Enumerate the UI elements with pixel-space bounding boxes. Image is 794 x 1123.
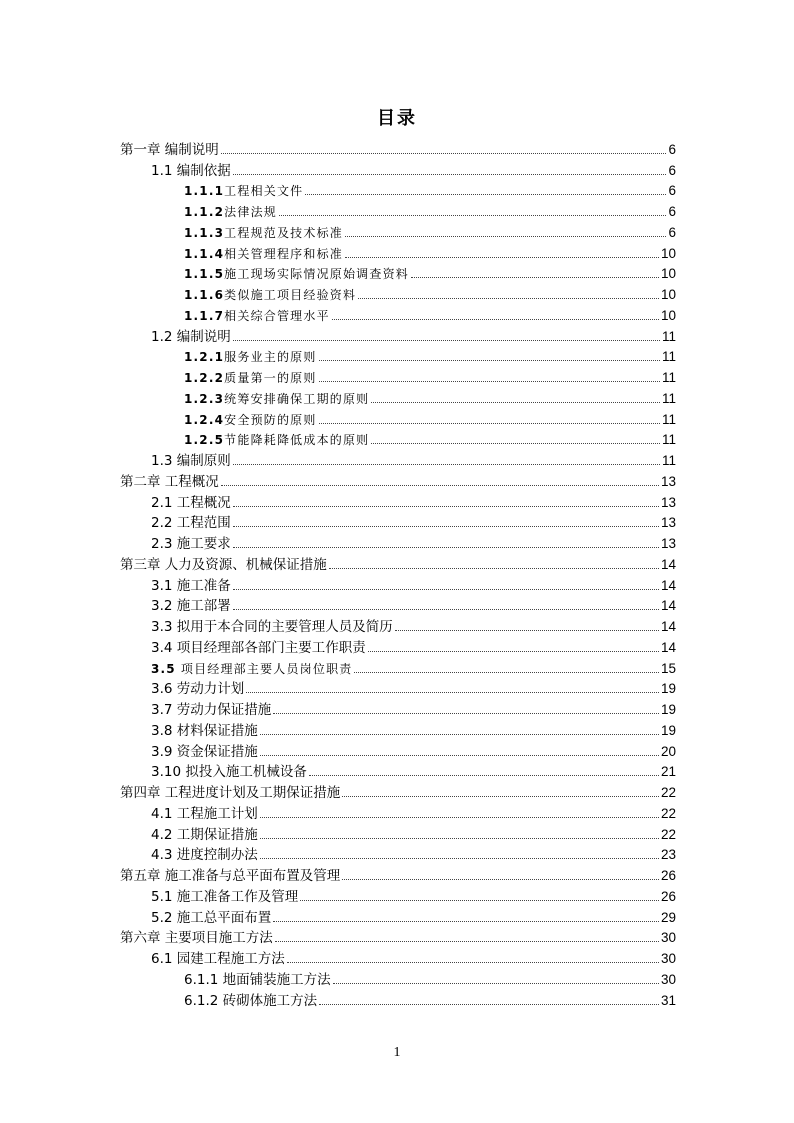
toc-entry-text: 安全预防的原则 (224, 412, 317, 427)
toc-entry-page: 6 (668, 204, 676, 219)
toc-entry-label (184, 992, 317, 1010)
toc-entry-text: 项目经理部主要人员岗位职责 (175, 661, 353, 676)
toc-entry[interactable] (120, 449, 676, 470)
table-of-contents (120, 138, 676, 1010)
toc-entry-text: 4.3 进度控制办法 (151, 847, 258, 864)
toc-entry[interactable] (120, 885, 676, 906)
toc-entry-text: 质量第一的原则 (224, 371, 317, 385)
toc-entry-label (151, 535, 231, 553)
toc-entry-number: 1.1.4 (184, 246, 225, 261)
toc-dot-leader (279, 215, 667, 216)
toc-dot-leader (319, 423, 660, 424)
toc-entry-label (151, 618, 393, 636)
toc-dot-leader (319, 360, 660, 361)
toc-dot-leader (246, 692, 659, 693)
toc-entry-page: 11 (661, 390, 676, 406)
toc-entry-page: 30 (660, 930, 676, 946)
toc-entry[interactable] (120, 864, 676, 885)
toc-entry-page: 14 (660, 598, 676, 614)
toc-entry[interactable] (120, 989, 676, 1010)
toc-dot-leader (233, 609, 659, 610)
toc-entry-text: 第二章 工程概况 (120, 473, 219, 490)
toc-entry-text: 3.7 劳动力保证措施 (151, 702, 272, 718)
toc-entry[interactable] (120, 387, 676, 408)
toc-dot-leader (260, 838, 659, 839)
toc-entry-text: 相关综合管理水平 (224, 308, 330, 323)
toc-entry-text: 服务业主的原则 (224, 350, 317, 365)
toc-entry[interactable] (120, 138, 676, 159)
toc-entry-label (151, 826, 258, 844)
toc-entry-text: 3.2 施工部署 (151, 598, 231, 615)
toc-entry[interactable] (120, 200, 676, 221)
toc-dot-leader (260, 755, 659, 756)
toc-entry-number: 1.1.1 (184, 184, 225, 199)
toc-entry-label (120, 784, 340, 802)
toc-entry-label (151, 846, 258, 864)
toc-entry[interactable] (120, 927, 676, 948)
toc-dot-leader (332, 319, 659, 320)
toc-entry[interactable] (120, 512, 676, 533)
toc-dot-leader (275, 941, 659, 942)
toc-entry[interactable] (120, 740, 676, 761)
toc-entry-number: 1.1.7 (184, 308, 225, 323)
toc-entry-text: 第一章 编制说明 (120, 141, 219, 158)
toc-entry-page: 14 (660, 639, 676, 655)
toc-entry[interactable] (120, 906, 676, 927)
toc-entry-label (120, 141, 219, 159)
toc-entry-label (184, 182, 303, 200)
toc-entry[interactable] (120, 221, 676, 242)
toc-dot-leader (233, 547, 659, 548)
toc-entry-page: 15 (660, 660, 676, 676)
toc-dot-leader (411, 277, 659, 278)
toc-entry-page: 20 (660, 743, 676, 759)
toc-entry-page: 14 (660, 556, 676, 572)
toc-entry-text: 第六章 主要项目施工方法 (120, 930, 273, 947)
toc-entry-label (151, 514, 231, 532)
toc-entry[interactable] (120, 325, 676, 346)
toc-entry-label (151, 701, 271, 719)
toc-dot-leader (342, 796, 659, 797)
toc-dot-leader (345, 236, 667, 237)
toc-entry-text: 类似施工项目经验资料 (224, 288, 357, 302)
toc-dot-leader (233, 506, 659, 507)
toc-entry-label (151, 577, 231, 595)
toc-entry[interactable] (120, 678, 676, 699)
toc-dot-leader (287, 962, 659, 963)
toc-dot-leader (260, 734, 659, 735)
toc-entry[interactable] (120, 180, 676, 201)
toc-entry-text: 第四章 工程进度计划及工期保证措施 (120, 785, 341, 801)
toc-entry-number: 1.1.3 (184, 225, 225, 240)
toc-entry-label (151, 680, 244, 698)
toc-dot-leader (233, 464, 660, 465)
toc-entry-text: 6.1.1 地面铺装施工方法 (184, 971, 331, 988)
toc-entry-text: 6.1 园建工程施工方法 (151, 951, 285, 967)
toc-entry-text: 4.1 工程施工计划 (151, 805, 258, 822)
toc-entry[interactable] (120, 719, 676, 740)
toc-entry-number: 1.1.6 (184, 288, 225, 302)
toc-entry-page: 6 (668, 183, 676, 199)
toc-entry-page: 19 (660, 681, 676, 697)
toc-entry[interactable] (120, 968, 676, 989)
toc-dot-leader (273, 921, 659, 922)
toc-dot-leader (371, 443, 660, 444)
toc-entry-text: 统筹安排确保工期的原则 (224, 391, 370, 406)
toc-dot-leader (319, 1004, 659, 1005)
toc-entry-label (151, 452, 231, 470)
toc-entry-page: 11 (661, 453, 676, 468)
toc-dot-leader (371, 402, 660, 403)
toc-entry[interactable] (120, 159, 676, 180)
toc-title: 目录 (377, 108, 417, 129)
toc-entry-text: 第五章 施工准备与总平面布置及管理 (120, 868, 341, 884)
toc-entry[interactable] (120, 304, 676, 325)
toc-dot-leader (233, 526, 659, 527)
toc-entry-label (184, 369, 317, 387)
toc-entry-page: 31 (660, 992, 676, 1008)
toc-entry-page: 10 (660, 287, 676, 302)
toc-entry[interactable] (120, 657, 676, 678)
toc-entry-label (151, 888, 298, 906)
toc-entry-page: 29 (660, 909, 676, 925)
toc-entry-text: 节能降耗降低成本的原则 (224, 433, 370, 448)
toc-entry-label (151, 722, 258, 740)
toc-entry-number: 3.5 (151, 661, 176, 676)
toc-entry-page: 26 (660, 868, 676, 883)
toc-dot-leader (233, 174, 667, 175)
toc-dot-leader (221, 153, 667, 154)
toc-entry-page: 10 (660, 245, 676, 261)
toc-entry[interactable] (120, 781, 676, 802)
toc-entry-text: 2.3 施工要求 (151, 536, 231, 552)
toc-entry[interactable] (120, 283, 676, 304)
toc-entry-text: 施工现场实际情况原始调查资料 (224, 267, 409, 282)
toc-entry-text: 3.1 施工准备 (151, 577, 231, 594)
toc-entry-page: 13 (660, 494, 676, 510)
toc-entry-label (151, 805, 258, 823)
toc-entry[interactable] (120, 802, 676, 823)
toc-dot-leader (233, 589, 659, 590)
toc-dot-leader (345, 257, 659, 258)
toc-entry-label (184, 224, 343, 242)
toc-entry-label (151, 950, 285, 968)
toc-entry-page: 14 (660, 619, 676, 634)
toc-dot-leader (319, 381, 660, 382)
toc-entry[interactable] (120, 491, 676, 512)
toc-entry[interactable] (120, 532, 676, 553)
toc-entry-text: 第三章 人力及资源、机械保证措施 (120, 556, 327, 573)
toc-entry-text: 3.9 资金保证措施 (151, 743, 258, 760)
toc-entry-page: 19 (660, 722, 676, 738)
toc-entry[interactable] (120, 844, 676, 865)
toc-entry-label (151, 763, 307, 781)
toc-entry-page: 26 (660, 888, 676, 904)
toc-entry[interactable] (120, 947, 676, 968)
toc-entry[interactable] (120, 636, 676, 657)
toc-entry-number: 1.1.2 (184, 205, 225, 219)
toc-entry-page: 13 (660, 536, 676, 551)
toc-dot-leader (309, 775, 659, 776)
toc-entry[interactable] (120, 553, 676, 574)
toc-entry-page: 30 (660, 951, 676, 966)
toc-entry-label (120, 473, 219, 491)
toc-entry-page: 6 (668, 141, 676, 157)
toc-dot-leader (273, 713, 659, 714)
toc-entry[interactable] (120, 346, 676, 367)
toc-entry-number: 1.2.4 (184, 412, 225, 427)
toc-dot-leader (358, 298, 659, 299)
toc-entry-label (184, 265, 409, 283)
toc-entry-label (151, 743, 258, 761)
toc-entry[interactable] (120, 470, 676, 491)
toc-entry-text: 5.1 施工准备工作及管理 (151, 888, 299, 905)
toc-entry-label (151, 639, 366, 657)
toc-entry[interactable] (120, 761, 676, 782)
toc-entry-label (184, 307, 330, 325)
toc-entry-text: 工程相关文件 (224, 184, 304, 199)
toc-entry-label (151, 494, 231, 512)
toc-entry-text: 相关管理程序和标准 (224, 246, 343, 261)
toc-dot-leader (260, 858, 659, 859)
page-number: 1 (393, 1045, 401, 1060)
toc-dot-leader (329, 568, 659, 569)
toc-dot-leader (342, 879, 659, 880)
toc-dot-leader (395, 630, 659, 631)
toc-entry-label (184, 390, 369, 408)
toc-entry-label (151, 909, 271, 927)
toc-entry-page: 11 (661, 432, 676, 448)
toc-entry-page: 10 (660, 266, 676, 282)
toc-entry-page: 30 (660, 971, 676, 987)
toc-entry-page: 10 (660, 307, 676, 323)
toc-entry[interactable] (120, 574, 676, 595)
toc-entry-text: 3.8 材料保证措施 (151, 722, 258, 739)
toc-entry[interactable] (120, 698, 676, 719)
toc-dot-leader (233, 340, 660, 341)
toc-entry-label (151, 162, 231, 180)
toc-entry-page: 19 (660, 702, 676, 717)
toc-entry-label (151, 597, 231, 615)
toc-entry-label (151, 660, 352, 678)
toc-entry-text: 2.1 工程概况 (151, 494, 231, 511)
toc-dot-leader (333, 983, 659, 984)
toc-entry-label (120, 867, 340, 885)
toc-entry-page: 22 (660, 785, 676, 800)
toc-entry-page: 11 (661, 370, 676, 385)
toc-entry-label (184, 431, 369, 449)
toc-entry-text: 4.2 工期保证措施 (151, 826, 258, 843)
toc-entry[interactable] (120, 595, 676, 616)
toc-entry-text: 6.1.2 砖砌体施工方法 (184, 992, 318, 1009)
toc-entry[interactable] (120, 242, 676, 263)
toc-entry-label (151, 328, 231, 346)
toc-entry-text: 3.6 劳动力计划 (151, 681, 245, 698)
toc-entry[interactable] (120, 823, 676, 844)
toc-entry-number: 1.1.5 (184, 267, 225, 282)
toc-entry-page: 11 (661, 349, 676, 365)
toc-entry-page: 23 (660, 847, 676, 863)
toc-entry-text: 1.3 编制原则 (151, 453, 231, 469)
toc-entry[interactable] (120, 429, 676, 450)
toc-entry-page: 6 (668, 224, 676, 240)
toc-entry-page: 13 (660, 515, 676, 531)
toc-entry[interactable] (120, 408, 676, 429)
toc-entry-page: 22 (660, 805, 676, 821)
toc-entry[interactable] (120, 263, 676, 284)
toc-entry[interactable] (120, 366, 676, 387)
toc-entry-text: 2.2 工程范围 (151, 515, 231, 532)
toc-entry-page: 6 (668, 162, 676, 178)
toc-entry-number: 1.2.5 (184, 433, 225, 448)
toc-dot-leader (368, 651, 659, 652)
toc-entry-text: 1.2 编制说明 (151, 328, 231, 345)
toc-entry-label (120, 556, 327, 574)
toc-entry-text: 3.3 拟用于本合同的主要管理人员及简历 (151, 619, 393, 635)
toc-dot-leader (300, 900, 659, 901)
toc-dot-leader (305, 194, 666, 195)
toc-entry-text: 1.1 编制依据 (151, 162, 231, 179)
toc-entry-text: 法律法规 (224, 205, 277, 219)
toc-entry-text: 3.4 项目经理部各部门主要工作职责 (151, 639, 366, 656)
toc-entry-text: 5.2 施工总平面布置 (151, 909, 272, 926)
toc-entry-label (184, 286, 356, 304)
toc-dot-leader (260, 817, 659, 818)
toc-entry-text: 3.10 拟投入施工机械设备 (151, 764, 307, 781)
toc-entry-page: 22 (660, 826, 676, 842)
toc-entry[interactable] (120, 615, 676, 636)
toc-entry-page: 11 (661, 328, 676, 344)
toc-entry-number: 1.2.2 (184, 371, 225, 385)
toc-dot-leader (221, 485, 659, 486)
toc-entry-text: 工程规范及技术标准 (224, 225, 343, 240)
toc-entry-number: 1.2.1 (184, 350, 225, 365)
toc-entry-label (184, 411, 317, 429)
toc-entry-label (184, 245, 343, 263)
toc-entry-label (120, 929, 273, 947)
toc-entry-number: 1.2.3 (184, 391, 225, 406)
toc-entry-page: 14 (660, 577, 676, 593)
toc-dot-leader (354, 672, 658, 673)
toc-entry-page: 11 (661, 411, 676, 427)
toc-entry-page: 21 (660, 764, 676, 780)
toc-entry-page: 13 (660, 473, 676, 489)
toc-entry-label (184, 971, 331, 989)
toc-entry-label (184, 348, 317, 366)
toc-entry-label (184, 203, 277, 221)
